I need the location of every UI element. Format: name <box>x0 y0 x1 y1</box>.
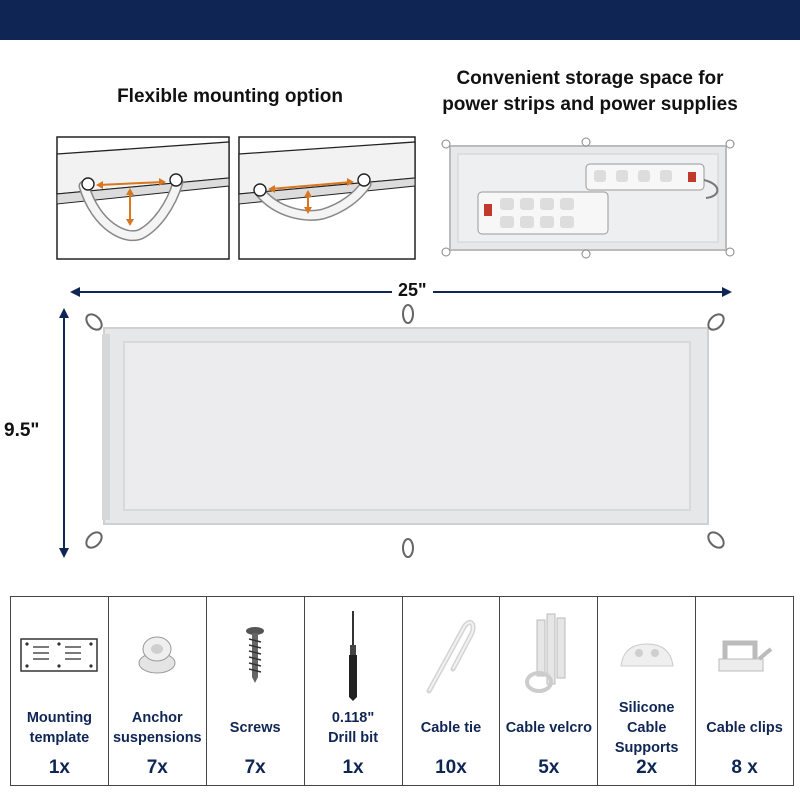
height-dimension: 9.5" <box>4 420 40 441</box>
item-anchor-suspensions <box>109 597 207 785</box>
cable-tray-diagram <box>40 270 760 570</box>
cable-support-icon <box>617 640 677 670</box>
drill-bit-icon <box>343 609 363 701</box>
item-label: Screws <box>229 719 281 736</box>
cable-clip-icon <box>715 635 775 675</box>
cable-velcro-icon <box>519 610 579 700</box>
mounting-illustration-deep <box>56 136 230 260</box>
mounting-illustration-shallow <box>238 136 416 260</box>
item-quantity: 1x <box>342 757 364 778</box>
item-screws <box>207 597 305 785</box>
item-silicone-cable-supports <box>598 597 696 785</box>
item-quantity: 10x <box>435 757 467 778</box>
item-label: Silicone Cable Supports <box>614 699 679 757</box>
item-quantity: 7x <box>244 757 266 778</box>
item-mounting-template <box>11 597 109 785</box>
storage-heading: Convenient storage space for power strips and power supplies <box>442 68 738 115</box>
top-banner <box>0 0 800 40</box>
item-quantity: 5x <box>538 757 560 778</box>
width-dimension: 25" <box>392 280 433 301</box>
mounting-template-icon <box>19 635 99 675</box>
item-quantity: 2x <box>636 757 658 778</box>
item-label: Mounting template <box>26 709 93 746</box>
item-quantity: 7x <box>146 757 168 778</box>
item-label: 0.118" Drill bit <box>328 709 379 746</box>
item-label: Cable tie <box>420 719 482 736</box>
screw-icon <box>243 625 267 685</box>
item-label: Cable velcro <box>505 719 592 736</box>
item-label: Anchor suspensions <box>112 709 202 746</box>
item-quantity: 8 x <box>731 757 758 778</box>
anchor-suspension-icon <box>132 633 182 677</box>
item-label: Cable clips <box>706 719 783 736</box>
package-contents-table <box>10 596 794 786</box>
item-cable-velcro <box>500 597 598 785</box>
item-drill-bit <box>305 597 403 785</box>
item-cable-clips <box>696 597 793 785</box>
item-quantity: 1x <box>48 757 70 778</box>
mounting-heading: Flexible mounting option <box>117 86 343 107</box>
item-cable-tie <box>403 597 501 785</box>
storage-illustration <box>436 136 740 260</box>
cable-tie-icon <box>423 613 479 697</box>
